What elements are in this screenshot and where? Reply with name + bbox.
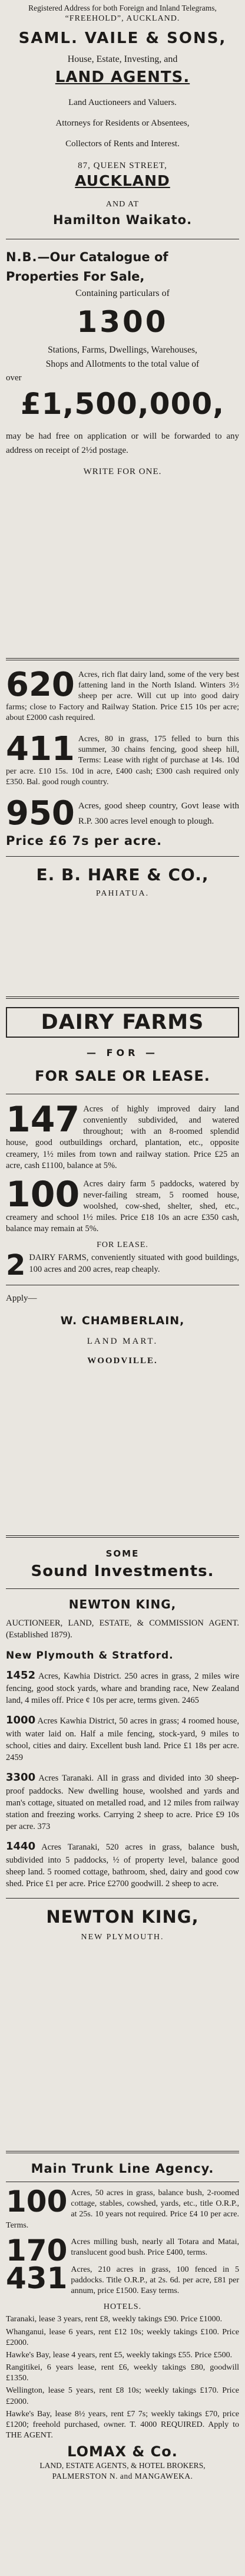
- agent-name: W. CHAMBERLAIN,: [60, 1314, 185, 1327]
- listing-950: [6, 792, 239, 833]
- listing-body: Acres Taranaki, 520 acres in grass, balance bush, subdivided into 5 paddocks, ½ of property level, balance good sheep land. 5 roomed cottage, bathroom, shed, dairy and good cow shed. Price £1 per acre. Price £2700 goodwill. 2 sheep to acre.: [6, 1843, 239, 1889]
- hotel-item: Hawke's Bay, lease 4 years, rent £5, weekly takings £55. Price £500.: [6, 2350, 233, 2360]
- sale-or-lease: FOR SALE OR LEASE.: [35, 1068, 210, 1084]
- section-divider: [6, 1535, 239, 1538]
- dairy-farms-heading: DAIRY FARMS: [6, 1007, 239, 1038]
- town-name: PAHIATUA.: [95, 889, 150, 899]
- listing-text: Acres milling bush, nearly all Totara and Matai, translucent good bush. Price £400, terms.: [71, 2237, 239, 2257]
- hare-advertisement: [6, 666, 239, 996]
- listing-text: Acres, 210 acres in grass, 100 fenced in 5 paddocks. Title O.R.P., at 2s. 6d. per acre, £81 per annum, price £1500. Easy terms.: [71, 2265, 239, 2296]
- shops-line: Shops and Allotments to the total value of: [45, 359, 200, 370]
- listing-number: 3300: [6, 1771, 36, 1784]
- branch-office: Hamilton Waikato.: [52, 213, 193, 228]
- listing-3300: [6, 1771, 239, 1833]
- listing-100: [6, 1173, 239, 1235]
- trades-line: House, Estate, Investing, and: [67, 54, 178, 65]
- listing-text: Acres of highly improved dairy land conveniently subdivided, and watered throughout; with an 8-roomed splendid house, good outbuildings orchard, plantation, etc., opposite creamery, 1½ miles from town and railway station. Price £25 an acre, cash £1100, balance at 5%.: [6, 1104, 239, 1170]
- listing-number: 170: [6, 2233, 68, 2268]
- listing-620: [6, 666, 239, 723]
- section-divider: [6, 2151, 239, 2153]
- town-name: WOODVILLE.: [87, 1356, 158, 1366]
- over-line: over: [6, 373, 22, 383]
- lease-heading: FOR LEASE.: [97, 1241, 148, 1250]
- free-catalogue-text: may be had free on application or will be forwarded to any address on receipt of 2½d postage.: [6, 432, 239, 456]
- write-for-one: WRITE FOR ONE.: [83, 467, 162, 477]
- listing-170-acres: [6, 2233, 239, 2268]
- divider: [6, 856, 239, 857]
- listing-text: DAIRY FARMS, conveniently situated with good buildings, 100 acres and 200 acres, reap cheaply.: [29, 1253, 239, 1274]
- divider: [6, 1588, 239, 1589]
- section-divider: [6, 996, 239, 999]
- hotel-item: Wellington, lease 5 years, rent £8 10s; weekly takings £170. Price £2000.: [6, 2386, 239, 2406]
- firm-name: LOMAX & Co.: [67, 2443, 178, 2460]
- listing-text: [6, 1713, 239, 1764]
- listing-1000: [6, 1713, 239, 1764]
- firm-name-footer: NEWTON KING,: [46, 1906, 199, 1927]
- listing-body: Acres Taranaki. All in grass and divided into 30 sheep-proof paddocks. New dwelling house, woolshed and yards and man's cottage, situated on metalled road, and 12 miles from railway station and freezing works. Carrying 2 sheep to acre. Price £9 10s per acre. 373: [6, 1774, 239, 1832]
- agency-heading: Main Trunk Line Agency.: [31, 2162, 214, 2176]
- telegraphic-address: “FREEHOLD”, AUCKLAND.: [65, 14, 180, 24]
- listing-1452: [6, 1669, 239, 1707]
- price-line: Price £6 7s per acre.: [6, 834, 163, 848]
- hotels-list: [6, 2314, 239, 2441]
- listing-text: [6, 1840, 239, 1890]
- vaile-advertisement: [6, 4, 239, 658]
- section-divider: [6, 658, 239, 660]
- firm-name: NEWTON KING,: [68, 1597, 177, 1611]
- land-mart: LAND MART.: [87, 1336, 158, 1346]
- listing-431-acres: [6, 2261, 239, 2297]
- firm-description: LAND, ESTATE AGENTS, & HOTEL BROKERS,: [39, 2461, 206, 2470]
- chamberlain-advertisement: [6, 1005, 239, 1535]
- firm-name: SAML. VAILE & SONS,: [18, 29, 227, 48]
- listing-number: 100: [6, 1173, 80, 1215]
- total-value: £1,500,000,: [20, 387, 225, 422]
- firm-name: E. B. HARE & CO.,: [36, 865, 209, 885]
- listing-number: 411: [6, 729, 75, 768]
- listing-text: Acres, good sheep country, Govt lease with R.P. 300 acres level enough to plough.: [78, 801, 239, 827]
- services-line-3: Collectors of Rents and Interest.: [65, 139, 180, 149]
- hotels-heading: HOTELS.: [103, 2302, 142, 2312]
- sound-investments-heading: Sound Investments.: [31, 1562, 214, 1580]
- services-line-2: Attorneys for Residents or Absentees,: [55, 119, 190, 129]
- firm-towns: PALMERSTON N. and MANGAWEKA.: [52, 2472, 193, 2481]
- hotel-item: Hawke's Bay, lease 8½ years, rent £7 7s; weekly takings £70, price £1200; freehold purchased, owner. T. 4000 REQUIRED. Apply to THE AGENT.: [6, 2409, 239, 2440]
- listing-number: 431: [6, 2261, 68, 2295]
- listing-number: 100: [6, 2184, 68, 2219]
- catalogue-note: [6, 248, 239, 286]
- listing-text: Acres, 80 in grass, 175 felled to burn this summer, 30 chains fencing, good sheep hill, Terms: Lease with right of purchase at 14s. 10d per acre. £10 15s. 10d in acre, £400 cash; £300 cash required only £350. Bal. good rough country.: [6, 734, 239, 787]
- hotel-item: Rangitikei, 6 years lease, rent £6, weekly takings £80, goodwill £1350.: [6, 2363, 239, 2383]
- listing-text: Acres, rich flat dairy land, some of the very best fattening land in the North Island. Winters 3½ sheep per acre. Will cut up into good dairy farms; close to Factory and Railway Station. Price £15 10s per acre; about £2000 cash required.: [6, 670, 239, 722]
- lomax-advertisement: [6, 2159, 239, 2572]
- land-agents-heading: LAND AGENTS.: [55, 68, 190, 87]
- places-line: New Plymouth & Stratford.: [6, 1649, 174, 1662]
- hotel-item: Whanganui, lease 6 years, rent £12 10s; weekly takings £100. Price £2000.: [6, 2327, 239, 2347]
- apply-line: Apply—: [6, 1293, 37, 1303]
- listing-number: 147: [6, 1099, 80, 1140]
- nb-text: —Our Catalogue of Properties For Sale,: [6, 250, 168, 284]
- listing-number: 1000: [6, 1714, 36, 1727]
- telegram-note: Registered Address for both Foreign and Inland Telegrams,: [28, 4, 217, 12]
- newton-king-advertisement: [6, 1544, 239, 2151]
- listing-number: 2: [6, 1249, 26, 1282]
- for-line: — FOR —: [87, 1047, 158, 1058]
- listing-number: 1440: [6, 1840, 36, 1853]
- divider: [6, 1898, 239, 1899]
- listing-number: 620: [6, 666, 75, 704]
- street-address: 87, QUEEN STREET,: [78, 161, 167, 171]
- listing-body: Acres, Kawhia District. 250 acres in grass, 2 miles wire fencing, good stock yards, whare and branding race, New Zealand land, 4 miles off. Price ¢ 10s per acre, terms given. 2465: [6, 1671, 239, 1706]
- listing-text: Acres dairy farm 5 paddocks, watered by never-failing stream, 5 roomed house, woolshed, cow-shed, shelter, shed, etc., creamery and school 1½ miles. Price £18 10s an acre £350 cash, balance may remain at 5%.: [6, 1179, 239, 1234]
- services-line-1: Land Auctioneers and Valuers.: [68, 98, 177, 108]
- listing-number: 1452: [6, 1669, 36, 1682]
- listing-411: [6, 728, 239, 788]
- listing-147: [6, 1099, 239, 1172]
- some-line: SOME: [105, 1548, 140, 1559]
- stations-line: Stations, Farms, Dwellings, Warehouses,: [48, 345, 197, 356]
- listing-body: Acres Kawhia District, 50 acres in grass; 4 roomed house, with water laid on. Half a mile fencing, stock-yard, 9 miles to school, cities and dairy. Excellent bush land. Price £1 18s per acre. 2459: [6, 1716, 239, 1763]
- town-name: NEW PLYMOUTH.: [81, 1932, 164, 1942]
- and-at-line: AND AT: [105, 200, 140, 209]
- listing-number: 950: [6, 794, 75, 833]
- listing-text: [6, 1771, 239, 1833]
- nb-label: N.B.: [6, 250, 38, 265]
- listing-1440: [6, 1840, 239, 1890]
- hotel-item: Taranaki, lease 3 years, rent £8, weekly takings £90. Price £1000.: [6, 2315, 223, 2324]
- property-count: 1300: [77, 305, 168, 340]
- city-name: AUCKLAND: [75, 172, 170, 190]
- firm-description: AUCTIONEER, LAND, ESTATE, & COMMISSION AGENT. (Established 1879).: [6, 1618, 239, 1640]
- containing-line: Containing particulars of: [75, 288, 170, 299]
- listing-text: Acres, 50 acres in grass, balance bush, 2-roomed cottage, stables, cowshed, yards, etc., title O.R.P., at 25s. 10 years not required. Price £4 10 per acre. Terms.: [6, 2189, 239, 2230]
- listing-text: [6, 1669, 239, 1707]
- listing-lease: [6, 1249, 239, 1282]
- listing-100-acres: [6, 2184, 239, 2231]
